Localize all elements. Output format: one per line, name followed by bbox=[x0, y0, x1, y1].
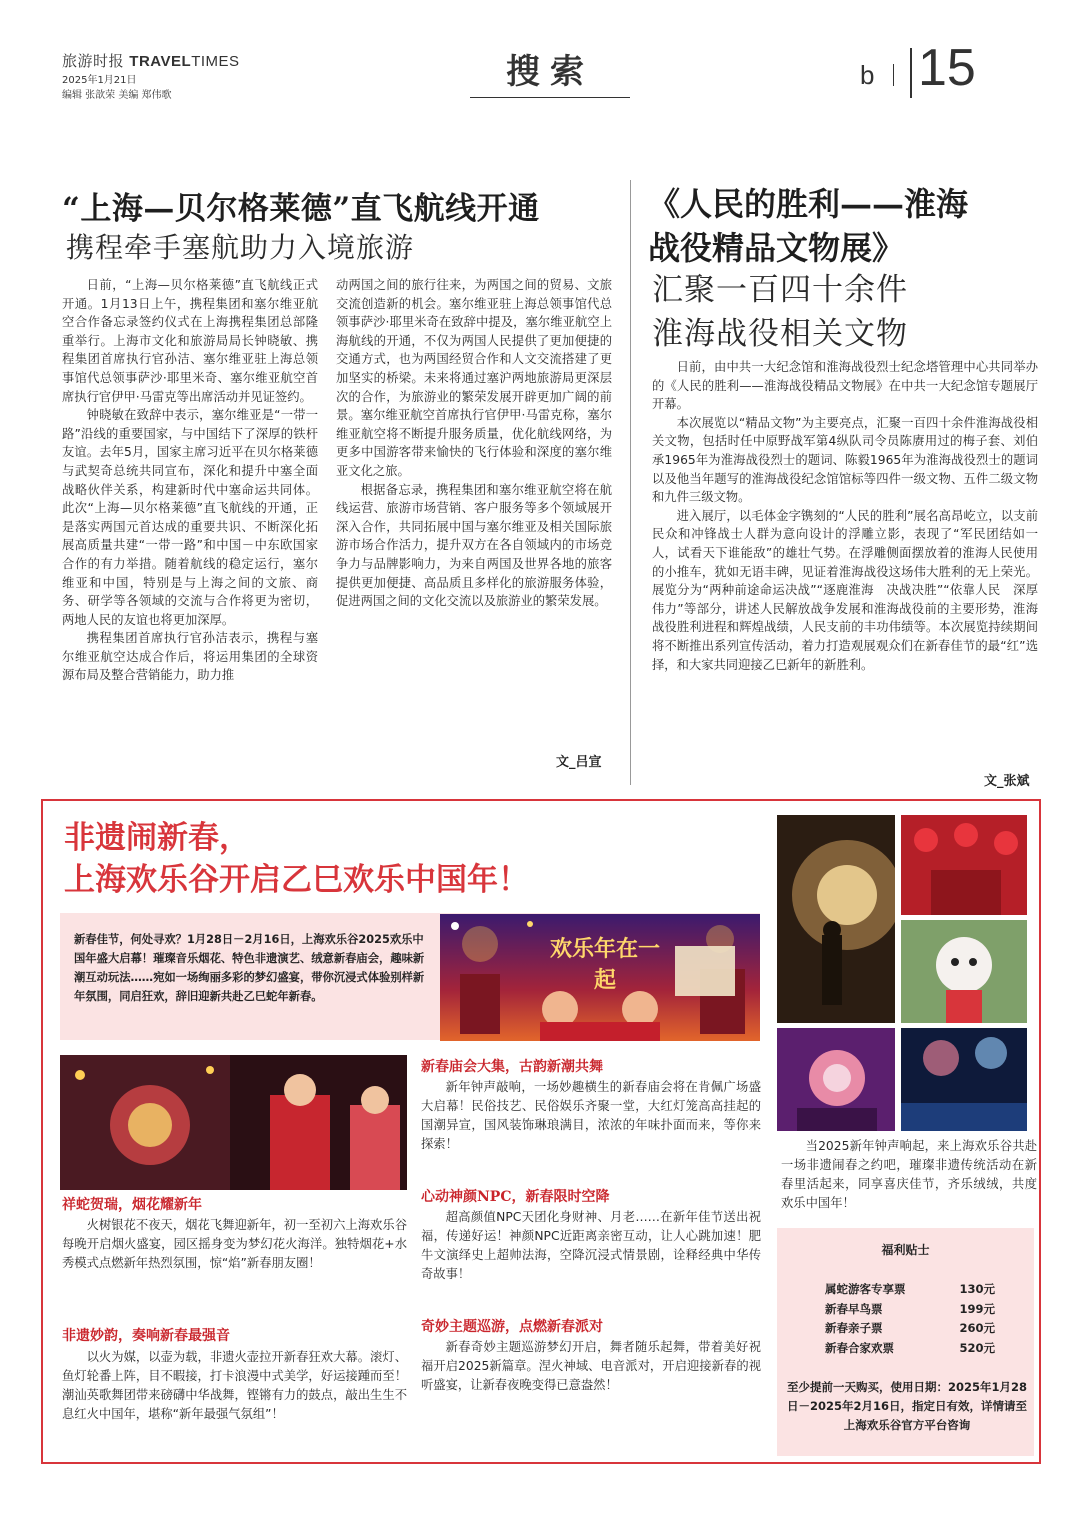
promo-intro-text: 新春佳节，何处寻欢？1月28日－2月16日，上海欢乐谷2025欢乐中国年盛大启幕！璀璨音乐烟花、特色非遗演艺、绒意新春庙会，趣味新潮互动玩法……宛如一场绚丽多彩的梦幻盛宴，带你沉浸式体验别样新年氛围，同启狂欢，辞旧迎新共赴乙巳蛇年新春。 bbox=[74, 933, 425, 1003]
paragraph: 进入展厅，以毛体金字镌刻的“人民的胜利”展名高昂屹立，以支前民众和冲锋战士人群为意向设计的浮雕立影，表现了“军民团结如一人，试看天下谁能敌”的雄壮气势。在浮雕侧面摆放着的淮海人民使用的小推车，犹如无语丰碑，见证着淮海战役这场伟大胜利的无上荣光。展览分为“两种前途命运决战”“逐鹿淮海 决战决胜”“依靠人民 深厚伟力”等部分，讲述人民解放战争发展和淮海战役前的主要形势，淮海战役胜利进程和辉煌战绩，人民支前的丰功伟绩等。本次展览持续期间将不断推出系列宣传活动，着力打造观展观众们在新春佳节的最“红”选择，和大家共同迎接乙巳新年的新胜利。 bbox=[652, 508, 1038, 672]
section-heading-npc: 心动神颜NPC，新春限时空降 bbox=[421, 1189, 610, 1205]
lion-dance-illustration bbox=[777, 1028, 895, 1131]
photo-caption: 当2025新年钟声响起，来上海欢乐谷共赴一场非遗闹春之约吧，璀璨非遗传统活动在新春里活起来，同享喜庆佳节，齐乐绒绒，共度欢乐中国年！ bbox=[781, 1139, 1037, 1210]
paragraph: 日前，“上海—贝尔格莱德”直飞航线正式开通。1月13日上午，携程集团和塞尔维亚航空合作备忘录签约仪式在上海携程集团总部隆重举行。上海市文化和旅游局局长钟晓敏、携程集团首席执行官孙洁、塞尔维亚驻上海总领事馆代总领事萨沙·耶里米奇、塞尔维亚航空首席执行官伊甲·马雷克等出席活动并见证签约。 bbox=[62, 278, 318, 404]
tips-title: 福利贴士 bbox=[881, 1243, 930, 1257]
issue-date: 2025年1月21日 bbox=[62, 75, 137, 86]
fire-pot-illustration bbox=[777, 815, 895, 1023]
column-divider bbox=[630, 180, 631, 785]
paragraph: 日前，由中共一大纪念馆和淮海战役烈士纪念塔管理中心共同举办的《人民的胜利——淮海战役精品文物展》在中共一大纪念馆专题展厅开幕。 bbox=[652, 360, 1038, 412]
ticket-row: 新春早鸟票 199元 bbox=[825, 1301, 995, 1316]
article1-subhead: 携程牵手塞航助力入境旅游 bbox=[66, 231, 415, 264]
article1-headline: “上海—贝尔格莱德”直飞航线开通 bbox=[62, 191, 540, 227]
section-heading-temple-fair: 新春庙会大集，古韵新潮共舞 bbox=[421, 1059, 603, 1075]
article1-column-1 bbox=[62, 276, 318, 685]
lanterns-illustration bbox=[901, 815, 1027, 915]
fire-pot-photo bbox=[777, 815, 895, 1023]
section-body-npc: 超高颜值NPC天团化身财神、月老……在新年佳节送出祝福，传递好运！神颜NPC近距离亲密互动，让人心跳加速！肥牛文演绎史上超帅法海，空降沉浸式情景剧，诠释经典中华传奇故事！ bbox=[421, 1210, 761, 1281]
page-number: 15 bbox=[918, 39, 976, 97]
promo-title: 非遗闹新春， 上海欢乐谷开启乙巳欢乐中国年！ bbox=[64, 820, 529, 898]
article2-headline: 《人民的胜利——淮海 战役精品文物展》 bbox=[648, 185, 969, 267]
paragraph: 本次展览以“精品文物”为主要亮点，汇聚一百四十余件淮海战役相关文物，包括时任中原野战军第4纵队司令员陈赓用过的梅子套、刘伯承1965年为淮海战役烈士的题词、陈毅1965年为淮海战役烈士的题词以及他当年题写的淮海战役纪念馆馆标等四件一级文物、五件二级文物和九件三级文物。 bbox=[652, 415, 1038, 505]
poster-title: 欢乐年在一起 bbox=[549, 936, 660, 993]
red-lanterns-photo bbox=[901, 815, 1027, 915]
edition-divider bbox=[893, 64, 894, 86]
article2-body bbox=[652, 358, 1038, 674]
parade-photo bbox=[60, 1055, 407, 1190]
section-body-fireworks: 火树银花不夜天，烟花飞舞迎新年，初一至初六上海欢乐谷每晚开启烟火盛宴，园区摇身变为梦幻花火海洋。独特烟花+水秀模式点燃新年热烈氛围，惊“焰”新春朋友圈！ bbox=[62, 1218, 407, 1270]
page-divider bbox=[910, 48, 912, 98]
section-body-parade: 新春奇妙主题巡游梦幻开启，舞者随乐起舞，带着美好祝福开启2025新篇章。涅火神域、电音派对，开启迎接新春的视听盛宴，让新春夜晚变得已意盎然！ bbox=[421, 1340, 761, 1392]
tips-note: 至少提前一天购买，使用日期：2025年1月28日－2025年2月16日，指定日有效，详情请至上海欢乐谷官方平台咨询 bbox=[787, 1380, 1028, 1432]
article2-byline: 文_张斌 bbox=[984, 774, 1030, 789]
paragraph: 动两国之间的旅行往来，为两国之间的贸易、文旅交流创造新的机会。塞尔维亚驻上海总领事馆代总领事萨沙·耶里米奇在致辞中提及，塞尔维亚航空上海航线的开通，不仅为两国人民提供了更加便捷的交通方式，也为两国经贸合作和人文交流搭建了更加坚实的桥梁。未来将通过塞沪两地旅游局更深层次的合作，为旅游业的繁荣发展开辟更加广阔的前景。塞尔维亚航空首席执行官伊甲·马雷克称，塞尔维亚航空将不断提升服务质量，优化航线网络，为更多中国游客带来愉快的飞行体验和深度的塞尔维亚文化之旅。 bbox=[336, 278, 612, 478]
article1-column-2 bbox=[336, 276, 612, 611]
mascot-illustration bbox=[901, 920, 1027, 1023]
paragraph: 根据备忘录，携程集团和塞尔维亚航空将在航线运营、旅游市场营销、客户服务等多个领域展开深入合作，共同拓展中国与塞尔维亚及相关国际旅游市场合作活力，提升双方在各自领域内的市场竞争力与品牌影响力，为来自两国及世界各地的旅客提供更加便捷、高品质且多样化的旅游服务体验，促进两国之间的文化交流以及旅游业的繁荣发展。 bbox=[336, 482, 612, 609]
section-body-temple-fair: 新年钟声敲响，一场妙趣横生的新春庙会将在肯佩广场盛大启幕！民俗技艺、民俗娱乐齐聚一堂，大红灯笼高高挂起的国潮异宣，国风装饰琳琅满目，浓浓的年味扑面而来，等你来探索！ bbox=[421, 1080, 761, 1151]
paragraph: 钟晓敏在致辞中表示，塞尔维亚是“一带一路”沿线的重要国家，与中国结下了深厚的铁杆友谊。去年5月，国家主席习近平在贝尔格莱德与武契奇总统共同宣布，深化和提升中塞全面战略伙伴关系，构建新时代中塞命运共同体。此次“上海—贝尔格莱德”直飞航线的开通，正是落实两国元首达成的重要共识、不断深化拓展高质量共建“一带一路”和中国－中东欧国家合作的有力举措。随着航线的稳定运行，塞尔维亚和中国，特别是与上海之间的文旅、商务、研学等各领域的交流与合作将更为密切，两地人民的友谊也将更加深厚。 bbox=[62, 408, 318, 627]
editor-line: 编辑 张歆荣 美编 郑伟歌 bbox=[62, 90, 172, 101]
lion-dance-photo bbox=[777, 1028, 895, 1131]
section-heading-heritage: 非遗妙韵，奏响新春最强音 bbox=[62, 1328, 230, 1344]
article2-subhead: 汇聚一百四十余件 淮海战役相关文物 bbox=[652, 272, 908, 352]
edition-letter: b bbox=[860, 60, 875, 90]
ticket-price-list bbox=[825, 1281, 995, 1359]
section-heading-parade: 奇妙主题巡游，点燃新春派对 bbox=[421, 1319, 603, 1335]
ticket-row: 新春合家欢票 520元 bbox=[825, 1340, 995, 1355]
snake-mascot-photo bbox=[901, 920, 1027, 1023]
article1-byline: 文_吕宣 bbox=[556, 755, 602, 770]
paper-name: 旅游时报 TRAVELTIMES bbox=[62, 52, 240, 70]
ticket-row: 新春亲子票 260元 bbox=[825, 1321, 995, 1335]
section-heading-fireworks: 祥蛇贺瑞，烟花耀新年 bbox=[62, 1197, 202, 1213]
fireworks-illustration bbox=[901, 1028, 1027, 1131]
parade-photo-illustration bbox=[60, 1055, 407, 1190]
section-body-heritage: 以火为媒，以壶为载，非遗火壶拉开新春狂欢大幕。滚灯、鱼灯轮番上阵，目不暇接，打卡浪漫中式美学，好运接踵而至！潮汕英歌舞团带来磅礴中华战舞，铿锵有力的鼓点，敲出生生不息红火中国年，堪称“新年最强气氛组”！ bbox=[62, 1350, 407, 1421]
paragraph: 携程集团首席执行官孙洁表示，携程与塞尔维亚航空达成合作后，将运用集团的全球资源布局及整合营销能力，助力推 bbox=[62, 631, 318, 683]
fireworks-photo bbox=[901, 1028, 1027, 1131]
section-underline bbox=[470, 97, 630, 98]
section-title: 搜索 bbox=[506, 52, 594, 92]
promo-poster-image bbox=[440, 914, 760, 1041]
ticket-row: 属蛇游客专享票 130元 bbox=[825, 1282, 995, 1296]
